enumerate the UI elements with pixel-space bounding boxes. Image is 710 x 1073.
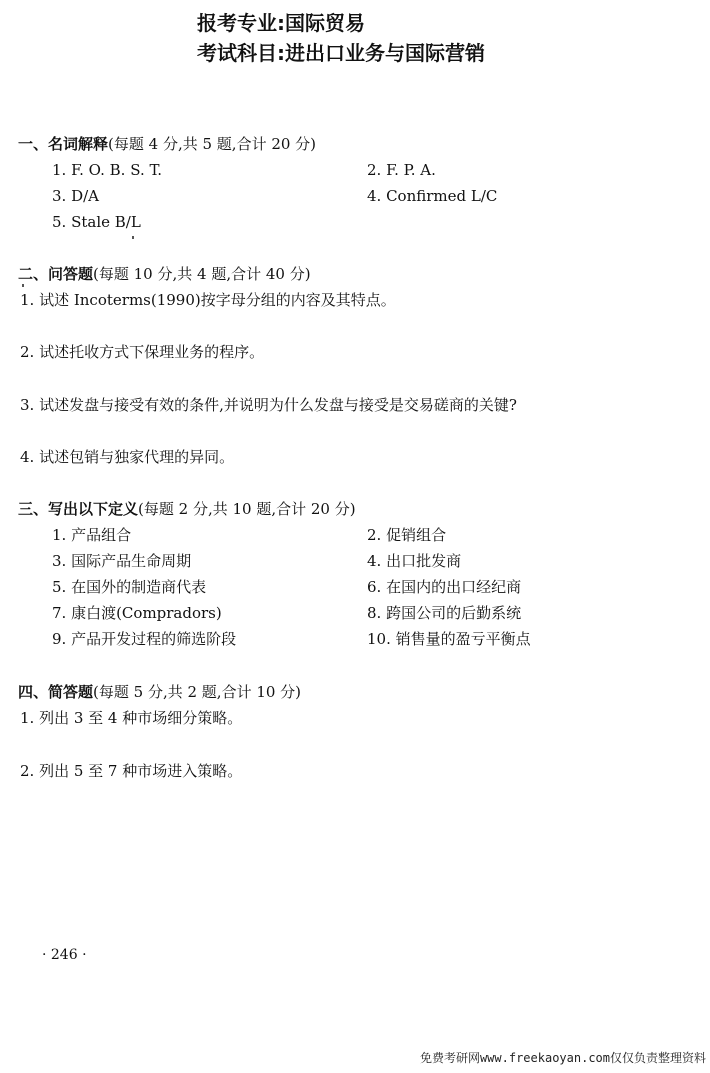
term-item: 2. F. P. A. <box>367 161 436 179</box>
definition-item: 2. 促销组合 <box>367 526 447 544</box>
section-heading-2 <box>18 264 311 284</box>
exam-subject: 考试科目:进出口业务与国际营销 <box>197 41 485 65</box>
term-item: 3. D/A <box>52 187 99 205</box>
section-note: (每题 10 分,共 4 题,合计 40 分) <box>93 265 311 283</box>
section-note: (每题 2 分,共 10 题,合计 20 分) <box>138 500 356 518</box>
question-item: 3. 试述发盘与接受有效的条件,并说明为什么发盘与接受是交易磋商的关键? <box>20 396 517 414</box>
definition-item: 6. 在国内的出口经纪商 <box>367 578 522 596</box>
footer-watermark: 免费考研网www.freekaoyan.com仅仅负责整理资料 <box>419 1051 706 1065</box>
short-answer-item: 2. 列出 5 至 7 种市场进入策略。 <box>20 762 243 780</box>
definition-item: 7. 康白渡(Compradors) <box>52 604 222 622</box>
section-heading-3 <box>18 499 356 519</box>
term-item: 4. Confirmed L/C <box>367 187 498 205</box>
section-heading-4 <box>18 682 301 702</box>
document-header <box>197 8 485 68</box>
definition-item: 10. 销售量的盈亏平衡点 <box>367 630 531 648</box>
definition-item: 1. 产品组合 <box>52 526 132 544</box>
section-title: 三、写出以下定义 <box>18 500 139 518</box>
definition-item: 8. 跨国公司的后勤系统 <box>367 604 522 622</box>
term-item: 5. Stale B/L <box>52 213 141 231</box>
scan-speck <box>132 236 134 239</box>
question-item: 1. 试述 Incoterms(1990)按字母分组的内容及其特点。 <box>20 291 396 309</box>
section-note: (每题 5 分,共 2 题,合计 10 分) <box>93 683 302 701</box>
page-number: · 246 · <box>42 947 87 963</box>
section-title: 二、问答题 <box>18 265 94 283</box>
definition-item: 3. 国际产品生命周期 <box>52 552 192 570</box>
section-title: 四、简答题 <box>18 683 94 701</box>
term-item: 1. F. O. B. S. T. <box>52 161 163 179</box>
section-note: (每题 4 分,共 5 题,合计 20 分) <box>108 135 317 153</box>
definition-item: 4. 出口批发商 <box>367 552 462 570</box>
section-title: 一、名词解释 <box>18 135 109 153</box>
definition-item: 5. 在国外的制造商代表 <box>52 578 207 596</box>
question-item: 2. 试述托收方式下保理业务的程序。 <box>20 343 265 361</box>
short-answer-item: 1. 列出 3 至 4 种市场细分策略。 <box>20 709 243 727</box>
exam-major: 报考专业:国际贸易 <box>197 11 365 35</box>
definition-item: 9. 产品开发过程的筛选阶段 <box>52 630 237 648</box>
section-heading-1 <box>18 134 316 154</box>
scan-speck <box>22 284 24 287</box>
question-item: 4. 试述包销与独家代理的异同。 <box>20 448 235 466</box>
